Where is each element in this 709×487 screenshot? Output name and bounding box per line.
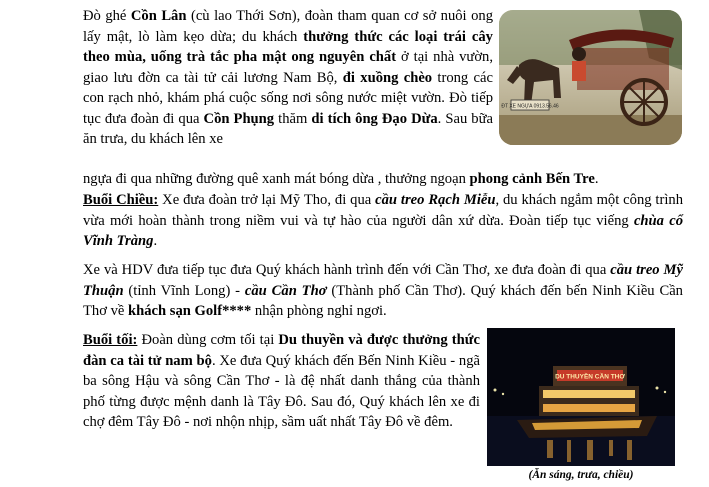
cruise-boat-illustration [487, 328, 675, 466]
hotel-name: khách sạn Golf**** [128, 303, 252, 319]
text: Đoàn dùng cơm tối tại [137, 332, 279, 348]
place-vinh-trang-pagoda: chùa cổ Vĩnh Tràng [83, 212, 683, 249]
text: trong các con rạch nhỏ, khám phá cuộc sống nơi sông nước miệt vườn. Đò tiếp tục đưa đoàn đi qua [83, 69, 493, 127]
highlight-ben-tre: phong cảnh Bến Tre [469, 171, 595, 187]
text: . Sau bữa ăn trưa, du khách lên xe [83, 110, 493, 147]
text: ở tại nhà vườn, giao lưu đờn ca tài tử cải lương Nam Bộ, [83, 49, 494, 86]
text: . [594, 171, 599, 187]
plate-text: ĐT XE NGỰA 0913.56.46 [501, 103, 559, 110]
text: . [153, 233, 158, 249]
text: . Xe đưa Quý khách đến Bến Ninh Kiều - ngã ba sông Hậu và sông Cần Thơ - là đệ nhất danh thắng của thành phố từng được mệnh danh là Tây Đô. Sau đó, Quý khách lên xe đi chợ đêm Tây Đô - nơi nhộn nhịp, sầm uất nhất Tây Đô về đêm. [83, 352, 480, 430]
text: Đò ghé [83, 8, 131, 24]
section-label-evening: Buổi tối: [83, 332, 138, 348]
place-my-thuan-bridge: cầu treo Mỹ Thuận [83, 262, 683, 299]
horse-carriage-photo [499, 10, 682, 145]
text: thăm [274, 110, 312, 127]
paragraph-afternoon [83, 190, 683, 252]
horse-carriage-illustration [499, 10, 682, 145]
place-rach-mieu-bridge: cầu treo Rạch Miễu [375, 192, 496, 208]
paragraph-evening [83, 330, 480, 433]
text: , du khách ngắm một công trình vừa mới hoàn thành trong niềm vui và tự hào của người dân xứ dừa. Đoàn tiếp tục viếng [83, 192, 683, 229]
text: ngựa đi qua những đường quê xanh mát bóng dừa , thưởng ngoạn [83, 171, 470, 187]
highlight-boat: đi xuồng chèo [342, 69, 433, 86]
paragraph-ben-tre [83, 169, 683, 190]
cruise-boat-photo [487, 328, 675, 466]
paragraph-can-tho [83, 260, 683, 322]
highlight-fruit-tea: thưởng thức các loại trái cây theo mùa, uống trà tắc pha mật ong nguyên chất [83, 28, 493, 65]
place-dao-dua: di tích ông Đạo Dừa [311, 110, 438, 127]
place-can-tho-bridge: cầu Cần Thơ [244, 282, 327, 299]
text: (cù lao Thới Sơn), đoàn tham quan cơ sở nuôi ong lấy mật, lò làm kẹo dừa; du khách [83, 8, 493, 45]
boat-sign: DU THUYỀN CẦN THƠ [555, 373, 625, 381]
meals-caption: (Ăn sáng, trưa, chiều) [528, 469, 634, 481]
place-con-lan: Cồn Lân [130, 8, 187, 24]
place-con-phung: Cồn Phụng [203, 110, 275, 127]
text: (Thành phố Cần Thơ). Quý khách đến bến Ninh Kiều Cần Thơ về [83, 282, 683, 319]
section-label-afternoon: Buổi Chiều: [83, 192, 159, 208]
text: Xe và HDV đưa tiếp tục đưa Quý khách hành trình đến với Cần Thơ, xe đưa đoàn đi qua [83, 262, 611, 278]
text: nhận phòng nghỉ ngơi. [251, 303, 387, 319]
text: (tỉnh Vĩnh Long) - [123, 282, 245, 299]
text: Xe đưa đoàn trở lại Mỹ Tho, đi qua [158, 192, 376, 208]
paragraph-con-lan [83, 6, 493, 150]
highlight-cruise: Du thuyền và được thưởng thức đàn ca tài tử nam bộ [83, 332, 481, 369]
